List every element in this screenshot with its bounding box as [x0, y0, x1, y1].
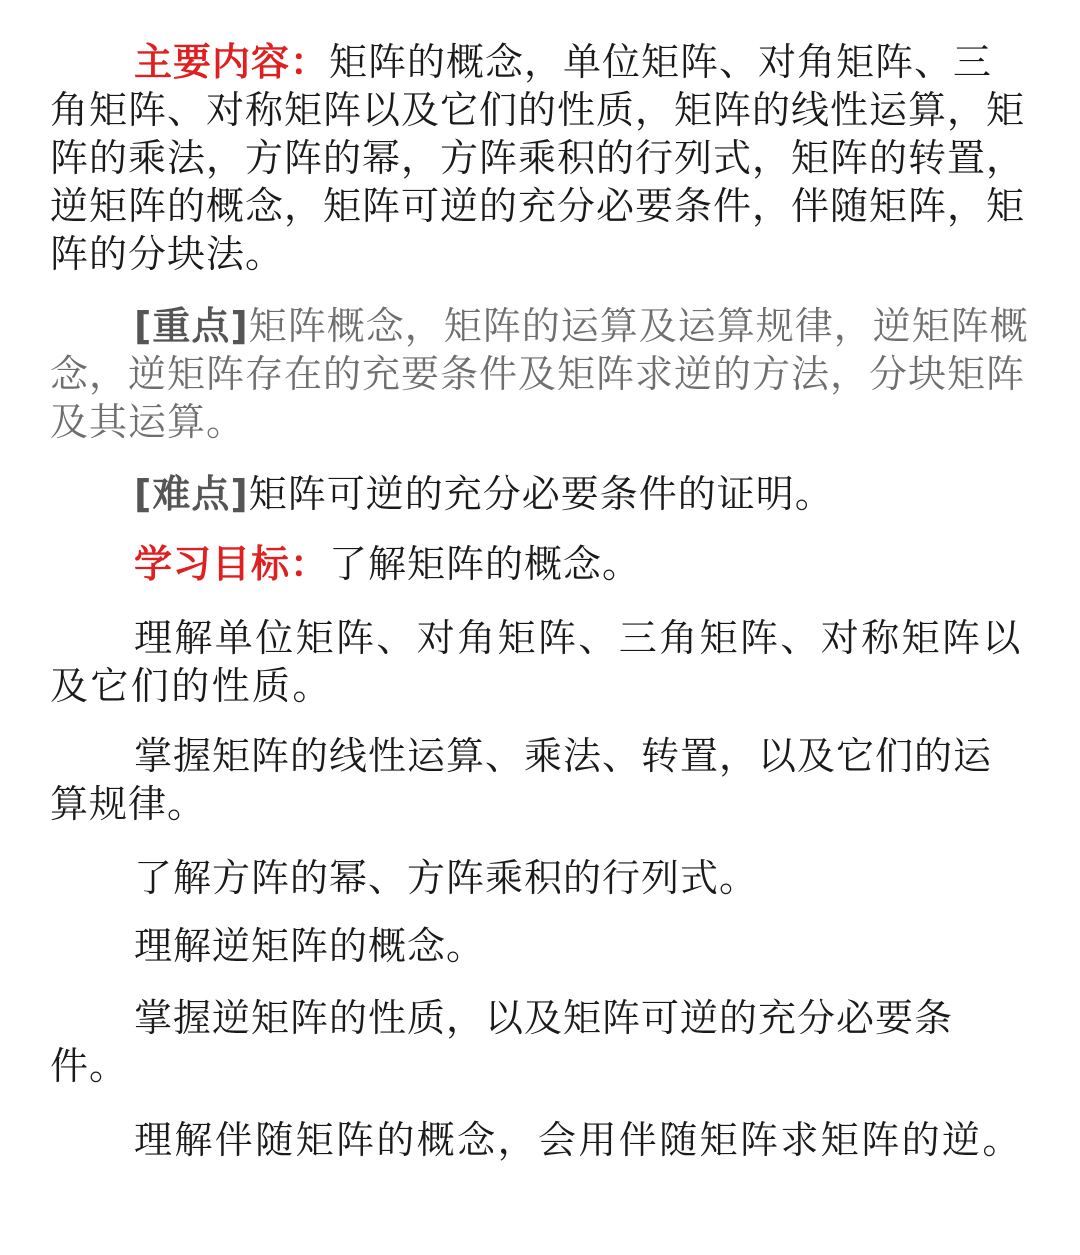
- learning-goal-item: 掌握矩阵的线性运算、乘法、转置，以及它们的运算规律。: [50, 734, 993, 826]
- difficulties-paragraph: [50, 470, 1030, 518]
- learning-goal-item: 理解伴随矩阵的概念，会用伴随矩阵求矩阵的逆。: [134, 1118, 1023, 1162]
- key-points-text: 矩阵概念，矩阵的运算及运算规律，逆矩阵概念，逆矩阵存在的充要条件及矩阵求逆的方法，分块矩阵及其运算。: [50, 304, 1029, 444]
- main-content-text: 矩阵的概念，单位矩阵、对角矩阵、三角矩阵、对称矩阵以及它们的性质，矩阵的线性运算，矩阵的乘法，方阵的幂，方阵乘积的行列式，矩阵的转置，逆矩阵的概念，矩阵可逆的充分必要条件，伴随矩阵，矩阵的分块法。: [50, 40, 1026, 276]
- difficulties-label: [难点]: [134, 472, 249, 516]
- main-content-label: 主要内容：: [134, 40, 330, 84]
- learning-goal-item: 掌握逆矩阵的性质，以及矩阵可逆的充分必要条件。: [50, 996, 954, 1088]
- main-content-paragraph: [50, 38, 1030, 278]
- learning-goal-item: 理解逆矩阵的概念。: [134, 924, 486, 968]
- learning-goal-item: 理解单位矩阵、对角矩阵、三角矩阵、对称矩阵以及它们的性质。: [50, 616, 1023, 708]
- learning-goals-label: 学习目标：: [134, 542, 330, 586]
- learning-goal-item: 了解方阵的幂、方阵乘积的行列式。: [134, 856, 759, 900]
- learning-goals-first: 了解矩阵的概念。: [329, 542, 642, 586]
- key-points-paragraph: [50, 302, 1030, 446]
- learning-goals-paragraph: [50, 540, 1030, 588]
- difficulties-text: 矩阵可逆的充分必要条件的证明。: [248, 472, 834, 516]
- key-points-label: [重点]: [134, 304, 249, 348]
